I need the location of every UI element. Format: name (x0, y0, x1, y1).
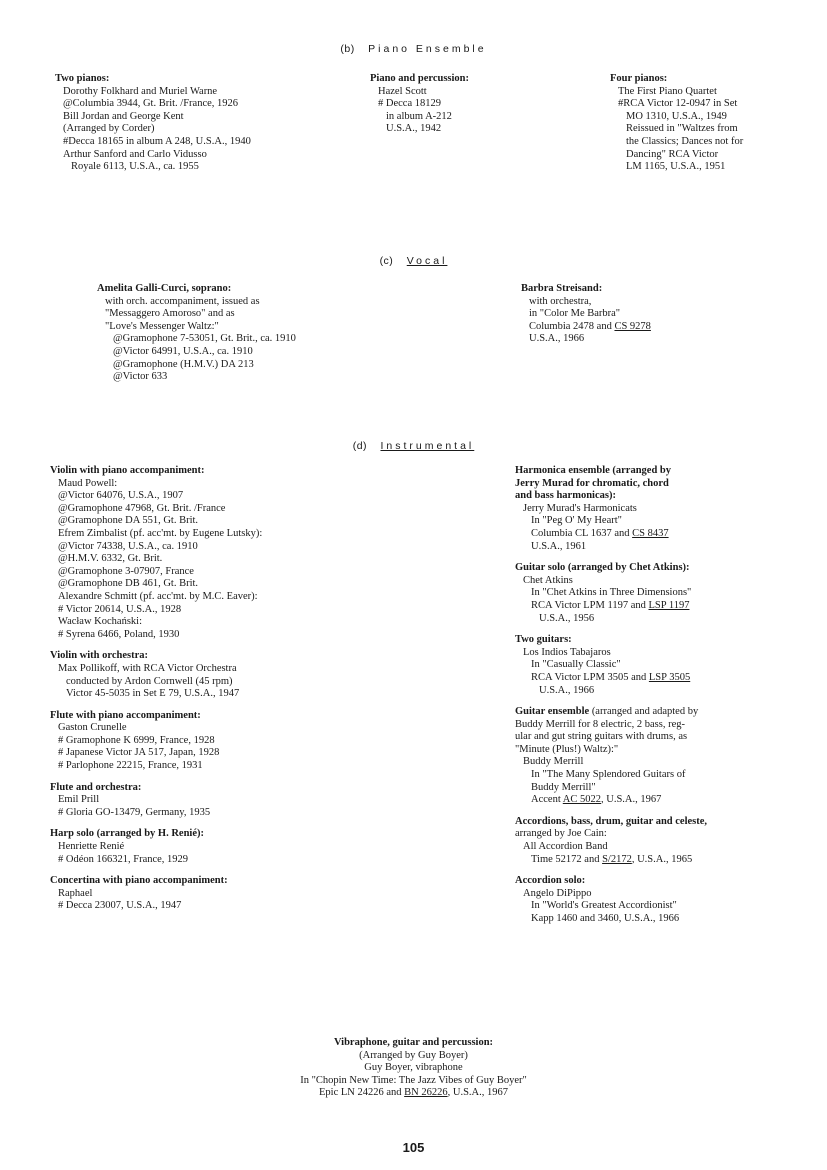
entry-line: with orchestra, (529, 295, 592, 307)
entry-line: in album A-212 (386, 110, 452, 122)
catalog-suffix: , U.S.A., 1965 (631, 853, 693, 865)
catalog-line (515, 794, 810, 807)
entry-line: @Victor 64076, U.S.A., 1907 (58, 490, 184, 502)
entry-line: Arthur Sanford and Carlo Vidusso (63, 148, 207, 160)
entry-line: U.S.A., 1956 (539, 612, 595, 624)
entry-line: @Gramophone 47968, Gt. Brit. /France (58, 502, 226, 514)
catalog-line (515, 528, 810, 541)
album-line: In "The Many Splendored Guitars of (531, 769, 686, 781)
category-subheading: arranged by Joe Cain: (515, 828, 607, 840)
entry-line: the Classics; Dances not for (626, 135, 744, 147)
category-heading: Barbra Streisand: (521, 283, 603, 294)
catalog-number: Time 52172 and (531, 853, 603, 865)
album-line: In "Chet Atkins in Three Dimensions" (531, 587, 692, 599)
entry-line: Kapp 1460 and 3460, U.S.A., 1966 (531, 913, 680, 924)
entry-line: # Decca 18129 (378, 98, 441, 110)
section-c-heading (0, 255, 827, 267)
entry-line: @Gramophone DB 461, Gt. Brit. (58, 578, 199, 590)
artist-line: Los Indios Tabajaros (523, 646, 611, 658)
category-heading: and bass harmonicas): (515, 490, 616, 502)
entry-line: in "Color Me Barbra" (529, 308, 621, 320)
section-title: Piano Ensemble (368, 43, 487, 55)
entry-line: # Odéon 166321, France, 1929 (58, 853, 189, 865)
two-pianos-column (55, 73, 345, 174)
category-heading: Harp solo (arranged by H. Renié): (50, 828, 204, 840)
category-heading: Amelita Galli-Curci, soprano: (97, 283, 232, 294)
entry-line: Dorothy Folkhard and Muriel Warne (63, 85, 218, 97)
entry-line: @Gramophone 3-07907, France (58, 565, 194, 577)
stereo-catalog-number: AC 5022 (562, 794, 601, 806)
entry-line: Efrem Zimbalist (pf. acc'mt. by Eugene Lutsky): (58, 527, 263, 539)
entry-line: @H.M.V. 6332, Gt. Brit. (58, 553, 163, 565)
catalog-number: Epic LN 24226 and (318, 1087, 405, 1099)
artist-line: Jerry Murad's Harmonicats (523, 502, 637, 514)
stereo-catalog-number: BN 26226 (404, 1087, 448, 1099)
catalog-number: RCA Victor LPM 3505 and (531, 671, 649, 683)
section-label: (d) (352, 440, 368, 452)
entry-line: In "Chopin New Time: The Jazz Vibes of Guy Boyer" (300, 1074, 527, 1086)
entry-line: @Victor 74338, U.S.A., ca. 1910 (58, 540, 198, 552)
catalog-line (515, 600, 810, 613)
entry-line: Maud Powell: (58, 477, 118, 489)
category-heading: Violin with piano accompaniment: (50, 465, 205, 476)
entry-line: # Gloria GO-13479, Germany, 1935 (58, 806, 211, 818)
catalog-number: RCA Victor LPM 1197 and (531, 599, 649, 611)
entry-line: # Decca 23007, U.S.A., 1947 (58, 900, 182, 912)
category-heading: ular and gut string guitars with drums, as (515, 731, 688, 743)
entry-line: @Columbia 3944, Gt. Brit. /France, 1926 (63, 98, 239, 110)
album-line: In "World's Greatest Accordionist" (531, 900, 677, 912)
entry-line: (Arranged by Corder) (63, 123, 155, 135)
category-heading: Concertina with piano accompaniment: (50, 875, 228, 887)
entry-line: Guy Boyer, vibraphone (364, 1062, 463, 1074)
page-number: 105 (402, 1140, 425, 1155)
entry-line: #Decca 18165 in album A 248, U.S.A., 1940 (63, 135, 251, 147)
entry-line: Hazel Scott (378, 85, 427, 97)
entry-line: # Syrena 6466, Poland, 1930 (58, 628, 180, 640)
entry-line: # Victor 20614, U.S.A., 1928 (58, 603, 182, 615)
category-heading: Two pianos: (55, 73, 110, 84)
category-heading: Buddy Merrill for 8 electric, 2 bass, reg- (515, 718, 685, 730)
entry-line: Raphael (58, 887, 93, 899)
entry-line: U.S.A., 1942 (386, 123, 442, 135)
section-title: Instrumental (380, 440, 475, 452)
entry-line: Emil Prill (58, 794, 100, 806)
category-heading: Vibraphone, guitar and percussion: (333, 1037, 494, 1048)
category-heading: Accordion solo: (515, 875, 586, 887)
entry-line: LM 1165, U.S.A., 1951 (626, 161, 726, 173)
entry-line: U.S.A., 1966 (539, 684, 595, 696)
category-heading: Flute with piano accompaniment: (50, 709, 201, 721)
entry-line: Gaston Crunelle (58, 722, 127, 734)
entry-line: conducted by Ardon Cornwell (45 rpm) (66, 675, 233, 687)
entry-line: The First Piano Quartet (618, 85, 717, 97)
stereo-catalog-number: LSP 1197 (648, 599, 690, 611)
entry-line: # Parlophone 22215, France, 1931 (58, 760, 203, 772)
category-heading: Four pianos: (610, 73, 668, 84)
entry-line: # Japanese Victor JA 517, Japan, 1928 (58, 747, 220, 759)
entry-line: Alexandre Schmitt (pf. acc'mt. by M.C. Eaver): (58, 590, 258, 602)
category-heading: Harmonica ensemble (arranged by (515, 465, 672, 476)
catalog-line (0, 1087, 827, 1100)
entry-line: Wacław Kochański: (58, 616, 142, 628)
category-heading: Two guitars: (515, 634, 572, 646)
entry-line: Max Pollikoff, with RCA Victor Orchestra (58, 662, 237, 674)
entry-line: Henriette Renié (58, 841, 125, 853)
section-label: (c) (379, 255, 394, 267)
artist-line: All Accordion Band (523, 841, 608, 853)
category-heading: Violin with orchestra: (50, 650, 148, 662)
category-heading-rest: (arranged and adapted by (591, 706, 699, 718)
section-label: (b) (340, 43, 355, 55)
instrumental-right-column (515, 465, 810, 926)
catalog-number: Accent (531, 794, 563, 806)
stereo-catalog-number: CS 8437 (632, 527, 669, 539)
section-title: Vocal (406, 255, 448, 267)
category-heading: "Minute (Plus!) Waltz):" (515, 743, 619, 755)
category-heading: Jerry Murad for chromatic, chord (515, 477, 669, 489)
entry-line: Victor 45-5035 in Set E 79, U.S.A., 1947 (66, 688, 240, 700)
stereo-catalog-number: CS 9278 (614, 320, 651, 332)
entry-line: "Messaggero Amoroso" and as (105, 308, 235, 320)
catalog-number: Columbia CL 1637 and (531, 527, 633, 539)
entry-line: "Love's Messenger Waltz:" (105, 320, 219, 332)
album-line: In "Peg O' My Heart" (531, 515, 622, 527)
artist-line: Chet Atkins (523, 574, 573, 586)
category-heading-bold: Guitar ensemble (515, 706, 590, 718)
catalog-suffix: , U.S.A., 1967 (447, 1087, 508, 1099)
stereo-catalog-number: S/2172 (602, 853, 632, 865)
galli-curci-column (97, 283, 417, 384)
entry-line: # Gramophone K 6999, France, 1928 (58, 734, 215, 746)
entry-line: Royale 6113, U.S.A., ca. 1955 (71, 161, 199, 173)
vibraphone-block (0, 1037, 827, 1100)
entry-line: U.S.A., 1966 (529, 333, 585, 345)
artist-line: Angelo DiPippo (523, 887, 592, 899)
category-heading: Piano and percussion: (370, 73, 469, 84)
instrumental-left-column (50, 465, 470, 913)
category-heading (515, 706, 810, 719)
artist-line: Buddy Merrill (523, 756, 584, 768)
streisand-column (521, 283, 761, 346)
entry-line: MO 1310, U.S.A., 1949 (626, 110, 727, 122)
entry-line: Bill Jordan and George Kent (63, 110, 184, 122)
album-line: Buddy Merrill" (531, 781, 596, 793)
catalog-line (515, 672, 810, 685)
stereo-catalog-number: LSP 3505 (648, 671, 691, 683)
category-heading: Accordions, bass, drum, guitar and celeste, (515, 815, 708, 827)
entry-line: with orch. accompaniment, issued as (105, 295, 260, 307)
category-heading: Flute and orchestra: (50, 781, 142, 793)
section-d-heading (0, 440, 827, 452)
piano-percussion-column (370, 73, 570, 136)
section-b-heading (0, 43, 827, 55)
entry-line: @Victor 633 (113, 371, 168, 383)
entry-line: (Arranged by Guy Boyer) (359, 1049, 468, 1061)
album-line: In "Casually Classic" (531, 659, 621, 671)
entry-line: U.S.A., 1961 (531, 540, 587, 552)
entry-line: Dancing" RCA Victor (626, 148, 719, 160)
catalog-line (521, 321, 761, 334)
catalog-number: Columbia 2478 and (529, 320, 615, 332)
four-pianos-column (610, 73, 820, 174)
catalog-line (515, 854, 810, 867)
entry-line: @Gramophone DA 551, Gt. Brit. (58, 515, 199, 527)
entry-line: Reissued in "Waltzes from (626, 123, 738, 135)
entry-line: @Victor 64991, U.S.A., ca. 1910 (113, 345, 253, 357)
entry-line: @Gramophone (H.M.V.) DA 213 (113, 358, 254, 370)
entry-line: @Gramophone 7-53051, Gt. Brit., ca. 1910 (113, 333, 296, 345)
category-heading: Guitar solo (arranged by Chet Atkins): (515, 562, 690, 574)
catalog-suffix: , U.S.A., 1967 (601, 794, 662, 806)
entry-line: #RCA Victor 12-0947 in Set (618, 98, 738, 110)
